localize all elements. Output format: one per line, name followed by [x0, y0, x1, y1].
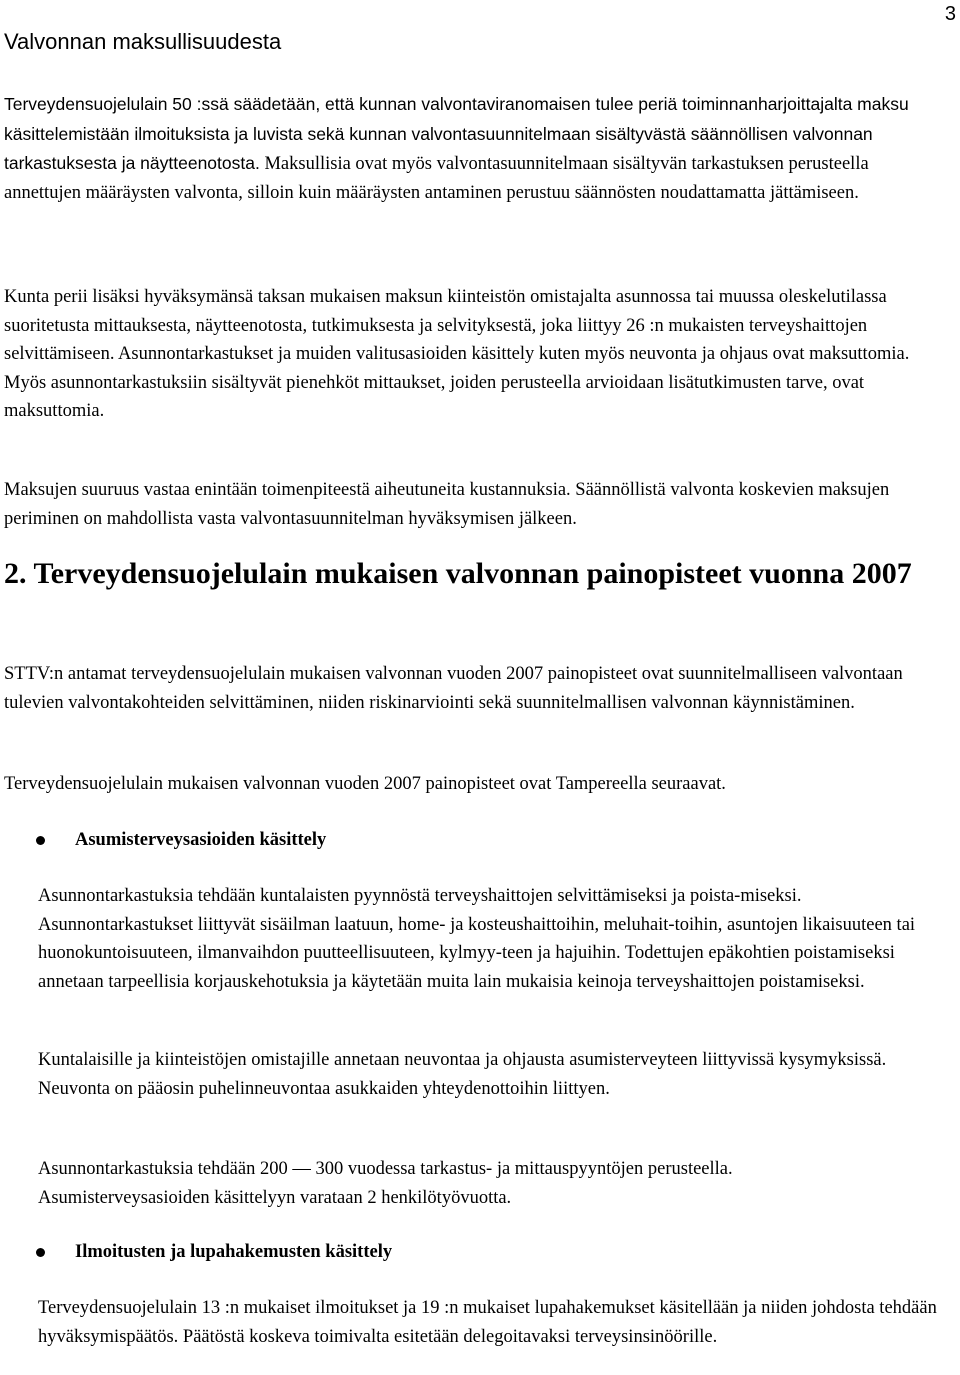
paragraph-notifications-permits: Terveydensuojelulain 13 :n mukaiset ilmoitukset ja 19 :n mukaiset lupahakemukset käsitellään ja niiden johdosta tehdään hyväksymispäätös. Päätöstä koskeva toimivalta esitetään delegoitavaksi terveysinsinöörille.: [38, 1298, 937, 1347]
paragraph-fee-legal-basis: [4, 90, 944, 207]
page-number: 3: [944, 3, 956, 25]
paragraph-fee-legal-basis-serif: Maksullisia ovat myös valvontasuunnitelmaan sisältyvän tarkastuksen perusteella annettujen määräysten valvonta, silloin kuin määräysten antaminen perustuu säännösten noudattamatta jättämiseen.: [4, 154, 869, 203]
housing-volume-line-2: Asumisterveysasioiden käsittelyyn varataan 2 henkilötyövuotta.: [38, 1187, 512, 1208]
paragraph-fee-owner: Kunta perii lisäksi hyväksymänsä taksan mukaisen maksun kiinteistön omistajalta asunnossa tai muussa oleskelutilassa suoritetusta mittauksesta, näytteenotosta, tutkimuksesta ja selvityksestä, joka liittyy 26 :n mukaisten terveyshaittojen selvittämiseen. Asunnontarkastukset ja muiden valitusasioiden käsittely kuten myös neuvonta ja ohjaus ovat maksuttomia. Myös asunnontarkastuksiin sisältyvät pienehköt mittaukset, joiden perusteella arvioidaan lisätutkimusten tarve, ovat maksuttomia.: [4, 287, 910, 421]
paragraph-fee-legal-basis-sans: Terveydensuojelulain 50 :ssä säädetään, että kunnan valvontaviranomaisen tulee periä toiminnanharjoittajalta maksu käsittelemistään ilmoituksista ja luvista sekä kunnan valvontasuunnitelmaan sisältyvästä säännöllisen valvonnan tarkastuksesta ja näytteenotosta.: [4, 94, 909, 173]
section-title: Valvonnan maksullisuudesta: [4, 29, 282, 54]
bullet-dot-icon: [36, 1248, 45, 1257]
bullet-dot-icon: [36, 836, 45, 845]
bullet-title: Ilmoitusten ja lupahakemusten käsittely: [75, 1242, 393, 1262]
housing-volume-line-1: Asunnontarkastuksia tehdään 200 — 300 vuodessa tarkastus- ja mittauspyyntöjen perusteella.: [38, 1159, 733, 1179]
paragraph-housing-inspections: Asunnontarkastuksia tehdään kuntalaisten pyynnöstä terveyshaittojen selvittämiseksi ja poista-miseksi. Asunnontarkastukset liittyvät sisäilman laatuun, home- ja kosteushaittoihin, meluhait-toihin, asuntojen likaisuuteen tai huonokuntoisuuteen, ilmanvaihdon puutteellisuuteen, kylmyy-teen ja hajuihin. Todettujen epäkohtien poistamiseksi annetaan tarpeellisia korjauskehotuksia ja käytetään muita lain mukaisia keinoja terveyshaittojen poistamiseksi.: [38, 886, 916, 992]
bullet-title: Asumisterveysasioiden käsittely: [75, 830, 327, 850]
bullet-housing-health: [36, 826, 326, 854]
paragraph-housing-advice: Kuntalaisille ja kiinteistöjen omistajille annetaan neuvontaa ja ohjausta asumisterveyteen liittyvissä kysymyksissä. Neuvonta on pääosin puhelinneuvontaa asukkaiden yhteydenottoihin liittyen.: [38, 1050, 887, 1099]
paragraph-tampere-priorities: Terveydensuojelulain mukaisen valvonnan vuoden 2007 painopisteet ovat Tampereella seuraavat.: [4, 774, 726, 794]
chapter-heading: 2. Terveydensuojelulain mukaisen valvonnan painopisteet vuonna 2007: [4, 557, 912, 590]
paragraph-sttv-priorities: STTV:n antamat terveydensuojelulain mukaisen valvonnan vuoden 2007 painopisteet ovat suunnitelmalliseen valvontaan tulevien valvontakohteiden selvittäminen, niiden riskinarviointi sekä suunnitelmallisen valvonnan käynnistäminen.: [4, 664, 903, 713]
bullet-notifications-permits: [36, 1238, 392, 1266]
paragraph-housing-volume: [38, 1155, 954, 1212]
paragraph-fee-amount: Maksujen suuruus vastaa enintään toimenpiteestä aiheutuneita kustannuksia. Säännöllistä valvonta koskevien maksujen periminen on mahdollista vasta valvontasuunnitelman hyväksymisen jälkeen.: [4, 480, 890, 529]
